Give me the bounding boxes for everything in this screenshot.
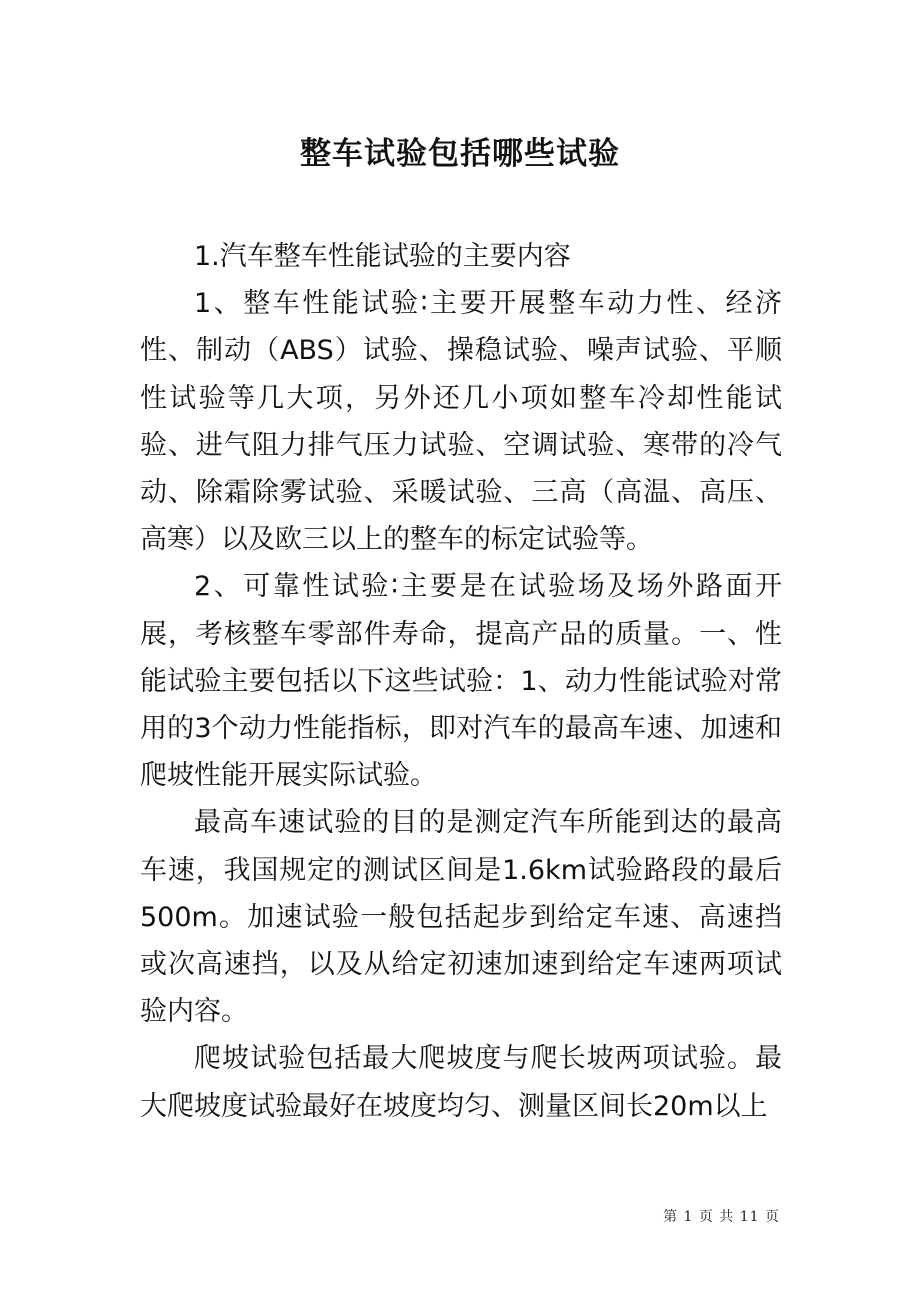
document-title: 整车试验包括哪些试验	[300, 136, 620, 172]
paragraph-heading: 1.汽车整车性能试验的主要内容	[194, 241, 571, 272]
paragraph-climbing: 爬坡试验包括最大爬坡度与爬长坡两项试验。最大爬坡度试验最好在坡度均匀、测量区间长20m以上	[140, 1043, 782, 1122]
paragraph-reliability-tests: 2、可靠性试验∶主要是在试验场及场外路面开展，考核整车零部件寿命，提高产品的质量。一、性能试验主要包括以下这些试验：1、动力性能试验对常用的3个动力性能指标，即对汽车的最高车速、加速和爬坡性能开展实际试验。	[140, 571, 782, 792]
page-number-footer: 第 1 页 共 11 页	[663, 1209, 780, 1225]
paragraph-performance-tests: 1、整车性能试验∶主要开展整车动力性、经济性、制动（ABS）试验、操稳试验、噪声试验、平顺性试验等几大项，另外还几小项如整车冷却性能试验、进气阻力排气压力试验、空调试验、寒带的冷气动、除霜除雾试验、采暖试验、三高（高温、高压、高寒）以及欧三以上的整车的标定试验等。	[140, 288, 782, 556]
paragraph-max-speed: 最高车速试验的目的是测定汽车所能到达的最高车速，我国规定的测试区间是1.6km试验路段的最后500m。加速试验一般包括起步到给定车速、高速挡或次高速挡，以及从给定初速加速到给定车速两项试验内容。	[140, 807, 782, 1028]
document-body	[140, 233, 782, 1163]
